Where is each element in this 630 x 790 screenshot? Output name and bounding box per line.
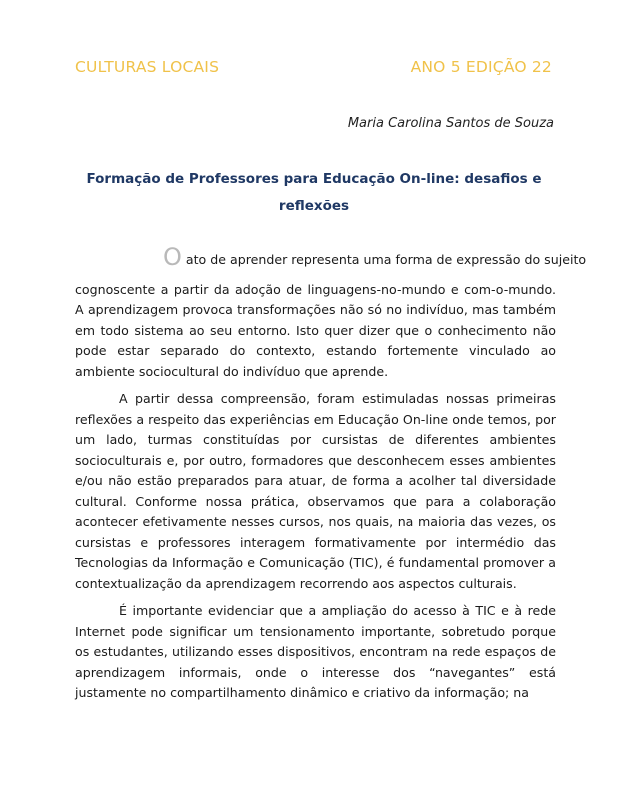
article-body [75,243,587,711]
paragraph-1-first-line [119,243,587,271]
paragraph-2: A partir dessa compreensão, foram estimuladas nossas primeiras reflexões a respeito das experiências em Educação On-line onde temos, por um lado, turmas constituídas por cursistas de diferentes ambientes socioculturais e, por outro, formadores que desconhecem esses ambientes e/ou não estão preparados para atuar, de forma a acolher tal diversidade cultural. Conforme nossa prática, observamos que para a colaboração acontecer efetivamente nesses cursos, nos quais, na maioria das vezes, os cursistas e professores interagem formativamente por intermédio das Tecnologias da Informação e Comunicação (TIC), é fundamental promover a contextualização da aprendizagem recorrendo aos aspectos culturais. [75,391,556,591]
paragraph-1-text: cognoscente a partir da adoção de linguagens-no-mundo e com-o-mundo. A aprendizagem provoca transformações não só no indivíduo, mas também em todo sistema ao seu entorno. Isto quer dizer que o conhecimento não pode estar separado do contexto, estando fortemente vinculado ao ambiente sociocultural do indivíduo que aprende. [75,281,556,379]
author-name: Maria Carolina Santos de Souza [347,116,554,131]
article-title: Formação de Professores para Educação On-line: desafios e reflexões [86,171,542,214]
paragraph-1-line1-text: ato de aprender representa uma forma de expressão do sujeito [185,252,587,267]
drop-cap: O [163,243,182,271]
running-header [75,58,552,76]
paragraph-3: É importante evidenciar que a ampliação do acesso à TIC e à rede Internet pode significar um tensionamento importante, sobretudo porque os estudantes, utilizando esses dispositivos, encontram na rede espaços de aprendizagem informais, onde o interesse dos “navegantes” está justamente no compartilhamento dinâmico e criativo da informação; na [75,603,556,700]
issue-number: ANO 5 EDIÇÃO 22 [410,58,552,76]
paragraph-1 [75,243,587,382]
journal-name: CULTURAS LOCAIS [75,58,220,76]
